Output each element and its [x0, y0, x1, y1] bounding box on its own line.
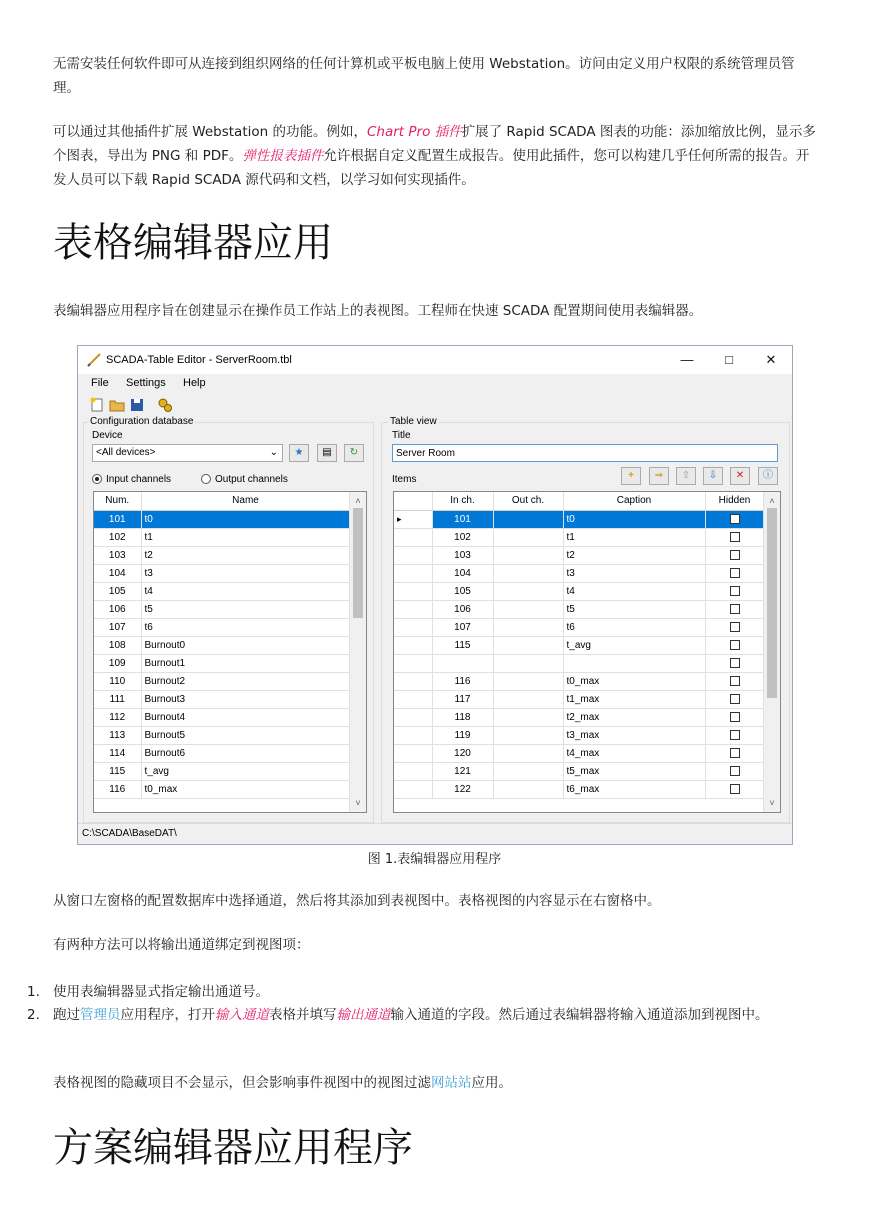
channel-num: 104: [94, 564, 141, 582]
hidden-cell[interactable]: [705, 564, 764, 582]
channel-num: 102: [94, 528, 141, 546]
hidden-cell[interactable]: [705, 582, 764, 600]
status-bar: [78, 823, 792, 844]
item-row[interactable]: [394, 636, 764, 654]
save-icon[interactable]: [129, 397, 145, 413]
hidden-cell[interactable]: [705, 546, 764, 564]
items-scroll-up-icon[interactable]: ˄: [769, 496, 775, 506]
scroll-down-icon[interactable]: ˅: [355, 798, 361, 808]
move-down-button[interactable]: [703, 467, 723, 485]
in-ch-cell[interactable]: 103: [432, 546, 493, 564]
scroll-thumb[interactable]: [353, 508, 363, 618]
menu-help[interactable]: Help: [183, 377, 206, 389]
in-ch-cell[interactable]: 115: [432, 636, 493, 654]
list-item-2-text-a: 跑过: [53, 1007, 80, 1023]
device-label: Device: [92, 430, 123, 441]
row-header-cell[interactable]: [394, 636, 432, 654]
hidden-column-header[interactable]: Hidden: [705, 492, 764, 510]
in-ch-cell[interactable]: 122: [432, 780, 493, 798]
refresh-icon: ↻: [349, 447, 359, 458]
hidden-checkbox[interactable]: [730, 712, 740, 722]
channel-num: 108: [94, 636, 141, 654]
device-select-value: <All devices>: [96, 447, 156, 458]
channels-scrollbar[interactable]: [349, 492, 366, 812]
minimize-button[interactable]: —: [680, 352, 694, 367]
arrow-down-icon: ⇩: [708, 470, 718, 481]
channel-row[interactable]: [94, 726, 350, 744]
channel-num: 107: [94, 618, 141, 636]
row-header-cell[interactable]: [394, 600, 432, 618]
hidden-checkbox[interactable]: [730, 532, 740, 542]
refresh-button[interactable]: [344, 444, 364, 462]
channel-num: 115: [94, 762, 141, 780]
list-number-1: 1.: [27, 984, 40, 1000]
hidden-cell[interactable]: [705, 510, 764, 528]
num-column-header[interactable]: Num.: [94, 492, 141, 510]
hidden-cell[interactable]: [705, 744, 764, 762]
in-ch-cell[interactable]: 120: [432, 744, 493, 762]
out-ch-cell[interactable]: [493, 762, 563, 780]
output-channels-radio[interactable]: [201, 474, 288, 485]
list-item-1: [53, 980, 821, 1004]
channel-name: t5: [141, 600, 350, 618]
plugins-text-a: 可以通过其他插件扩展 Webstation 的功能。例如，: [53, 124, 367, 140]
channel-name: t4: [141, 582, 350, 600]
row-header-cell[interactable]: [394, 726, 432, 744]
hidden-cell[interactable]: [705, 636, 764, 654]
device-select[interactable]: [92, 444, 283, 462]
figure-caption: 图 1.表编辑器应用程序: [367, 852, 502, 867]
plus-icon: +: [628, 470, 634, 481]
channel-row[interactable]: [94, 510, 350, 528]
out-ch-cell[interactable]: [493, 654, 563, 672]
hidden-items-paragraph: [53, 1071, 821, 1095]
item-row[interactable]: [394, 564, 764, 582]
table-editor-heading: 表格编辑器应用: [53, 220, 333, 266]
channel-name: t0: [141, 510, 350, 528]
in-ch-cell[interactable]: 116: [432, 672, 493, 690]
channel-num: 110: [94, 672, 141, 690]
caption-cell[interactable]: t3_max: [563, 726, 705, 744]
caption-cell[interactable]: t6_max: [563, 780, 705, 798]
out-ch-cell[interactable]: [493, 744, 563, 762]
out-ch-cell[interactable]: [493, 672, 563, 690]
arrow-up-icon: ⇧: [681, 470, 691, 481]
channel-name: t6: [141, 618, 350, 636]
hidden-checkbox[interactable]: [730, 586, 740, 596]
caption-cell[interactable]: t4_max: [563, 744, 705, 762]
new-file-icon[interactable]: [89, 397, 105, 413]
hidden-checkbox[interactable]: [730, 676, 740, 686]
channels-text: 从窗口左窗格的配置数据库中选择通道，然后将其添加到表视图中。表格视图的内容显示在右窗格中。: [53, 893, 661, 909]
in-ch-cell[interactable]: [432, 654, 493, 672]
row-header-cell[interactable]: [394, 528, 432, 546]
channel-name: Burnout1: [141, 654, 350, 672]
channel-row[interactable]: [94, 690, 350, 708]
channel-row[interactable]: [94, 672, 350, 690]
in-ch-cell[interactable]: 102: [432, 528, 493, 546]
channel-num: 103: [94, 546, 141, 564]
in-ch-cell[interactable]: 101: [432, 510, 493, 528]
select-device-button[interactable]: [317, 444, 337, 462]
in-ch-cell[interactable]: 105: [432, 582, 493, 600]
output-channels-link[interactable]: 输出通道: [336, 1007, 391, 1023]
input-channels-radio[interactable]: [92, 474, 171, 485]
caption-cell[interactable]: t1_max: [563, 690, 705, 708]
items-scroll-thumb[interactable]: [767, 508, 777, 698]
row-header-cell[interactable]: [394, 582, 432, 600]
channel-row[interactable]: [94, 654, 350, 672]
out-ch-cell[interactable]: [493, 582, 563, 600]
window-titlebar: [78, 346, 792, 374]
hidden-checkbox[interactable]: [730, 694, 740, 704]
hidden-cell[interactable]: [705, 528, 764, 546]
intro-paragraph: [53, 52, 821, 100]
item-row[interactable]: [394, 528, 764, 546]
item-row[interactable]: [394, 600, 764, 618]
out-ch-cell[interactable]: [493, 618, 563, 636]
hidden-checkbox[interactable]: [730, 604, 740, 614]
channel-name: Burnout0: [141, 636, 350, 654]
channel-name: t1: [141, 528, 350, 546]
out-ch-cell[interactable]: [493, 528, 563, 546]
in-ch-cell[interactable]: 107: [432, 618, 493, 636]
channel-num: 113: [94, 726, 141, 744]
caption-cell[interactable]: [563, 654, 705, 672]
out-ch-cell[interactable]: [493, 636, 563, 654]
row-header-cell[interactable]: [394, 780, 432, 798]
channel-name: t0_max: [141, 780, 350, 798]
hidden-checkbox[interactable]: [730, 784, 740, 794]
channel-num: 105: [94, 582, 141, 600]
items-scroll-down-icon[interactable]: ˅: [769, 798, 775, 808]
channel-row[interactable]: [94, 600, 350, 618]
item-row[interactable]: [394, 780, 764, 798]
item-row[interactable]: [394, 546, 764, 564]
hidden-checkbox[interactable]: [730, 622, 740, 632]
hidden-items-text-a: 表格视图的隐藏项目不会显示，但会影响事件视图中的视图过滤: [53, 1075, 431, 1091]
row-header-cell[interactable]: [394, 690, 432, 708]
caption-cell[interactable]: t5: [563, 600, 705, 618]
in-ch-cell[interactable]: 104: [432, 564, 493, 582]
channel-num: 109: [94, 654, 141, 672]
out-ch-cell[interactable]: [493, 690, 563, 708]
input-channels-label: Input channels: [106, 474, 172, 485]
hidden-checkbox[interactable]: [730, 658, 740, 668]
out-ch-cell[interactable]: [493, 708, 563, 726]
table-editor-text: 表编辑器应用程序旨在创建显示在操作员工作站上的表视图。工程师在快速 SCADA 配置期间使用表编辑器。: [53, 303, 703, 319]
hidden-checkbox[interactable]: [730, 568, 740, 578]
channel-row[interactable]: [94, 528, 350, 546]
intro-text: 无需安装任何软件即可从连接到组织网络的任何计算机或平板电脑上使用 Webstation。访问由定义用户权限的系统管理员管理。: [53, 56, 795, 96]
out-ch-cell[interactable]: [493, 726, 563, 744]
device-icon: ▤: [322, 447, 332, 458]
out-ch-cell[interactable]: [493, 780, 563, 798]
channel-row[interactable]: [94, 708, 350, 726]
table-editor-window: [77, 345, 793, 845]
items-label: Items: [392, 474, 417, 485]
filter-icon: ★: [294, 447, 304, 458]
item-row[interactable]: [394, 618, 764, 636]
info-icon: ⓘ: [763, 470, 773, 481]
in-ch-cell[interactable]: 119: [432, 726, 493, 744]
delete-icon: ✕: [735, 470, 745, 481]
list-item-2: [53, 1003, 821, 1027]
channel-row[interactable]: [94, 618, 350, 636]
plugins-paragraph: [53, 120, 821, 192]
channel-num: 106: [94, 600, 141, 618]
chevron-down-icon: ⌄: [269, 447, 278, 458]
title-label: Title: [392, 430, 411, 441]
channels-grid: [93, 491, 367, 813]
in-ch-cell[interactable]: 121: [432, 762, 493, 780]
open-folder-icon[interactable]: [109, 397, 125, 413]
config-db-label: Configuration database: [90, 416, 194, 427]
item-row[interactable]: [394, 672, 764, 690]
channel-row[interactable]: [94, 582, 350, 600]
delete-item-button[interactable]: [730, 467, 750, 485]
in-ch-cell[interactable]: 106: [432, 600, 493, 618]
hidden-cell[interactable]: [705, 708, 764, 726]
row-header-cell[interactable]: [394, 654, 432, 672]
window-title: SCADA-Table Editor - ServerRoom.tbl: [106, 354, 292, 366]
caption-cell[interactable]: t2_max: [563, 708, 705, 726]
channel-row[interactable]: [94, 762, 350, 780]
binding-text: 有两种方法可以将输出通道绑定到视图项：: [53, 937, 310, 953]
input-channels-link[interactable]: 输入通道: [215, 1007, 269, 1023]
hidden-cell[interactable]: [705, 690, 764, 708]
caption-cell[interactable]: t6: [563, 618, 705, 636]
item-row[interactable]: [394, 654, 764, 672]
hidden-checkbox[interactable]: [730, 748, 740, 758]
channel-name: Burnout2: [141, 672, 350, 690]
item-row[interactable]: [394, 510, 764, 528]
channels-paragraph: [53, 889, 821, 913]
caption-cell[interactable]: t_avg: [563, 636, 705, 654]
table-view-label: Table view: [390, 416, 437, 427]
title-input[interactable]: [392, 444, 778, 462]
menu-bar: [78, 374, 792, 394]
row-header-cell[interactable]: [394, 618, 432, 636]
hidden-items-text-b: 应用。: [471, 1075, 512, 1091]
settings-gears-icon[interactable]: [157, 397, 173, 413]
in-ch-column-header[interactable]: In ch.: [432, 492, 493, 510]
in-ch-cell[interactable]: 118: [432, 708, 493, 726]
hidden-cell[interactable]: [705, 672, 764, 690]
filter-button[interactable]: [289, 444, 309, 462]
channel-name: Burnout3: [141, 690, 350, 708]
channel-name: Burnout5: [141, 726, 350, 744]
caption-cell[interactable]: t1: [563, 528, 705, 546]
add-row-icon: ⇒: [654, 470, 664, 481]
list-item-2-text-b: 应用程序，打开: [120, 1007, 215, 1023]
chart-pro-link[interactable]: Chart Pro 插件: [366, 124, 462, 140]
hidden-cell[interactable]: [705, 618, 764, 636]
hidden-checkbox[interactable]: [730, 514, 740, 524]
channels-table: [94, 492, 351, 799]
channel-num: 112: [94, 708, 141, 726]
name-column-header[interactable]: Name: [141, 492, 350, 510]
maximize-button[interactable]: □: [725, 352, 733, 367]
hidden-cell[interactable]: [705, 726, 764, 744]
toolbar: [78, 394, 792, 416]
caption-cell[interactable]: t0_max: [563, 672, 705, 690]
out-ch-cell[interactable]: [493, 564, 563, 582]
out-ch-column-header[interactable]: Out ch.: [493, 492, 563, 510]
caption-cell[interactable]: t4: [563, 582, 705, 600]
channel-name: t2: [141, 546, 350, 564]
hidden-cell[interactable]: [705, 600, 764, 618]
binding-paragraph: [53, 933, 821, 957]
channel-name: Burnout4: [141, 708, 350, 726]
status-path: C:\SCADA\BaseDAT\: [82, 828, 177, 839]
row-header-cell[interactable]: [394, 762, 432, 780]
channel-row[interactable]: [94, 780, 350, 798]
row-header-cell[interactable]: [394, 564, 432, 582]
menu-file[interactable]: File: [91, 377, 109, 389]
channel-name: t3: [141, 564, 350, 582]
pencil-icon: [86, 352, 102, 368]
caption-cell[interactable]: t5_max: [563, 762, 705, 780]
row-header-cell[interactable]: [394, 672, 432, 690]
plugins-text-b: 扩展了 Rapid SCADA 图表的功能：添加缩放比例，显示多个图表，导出为 PNG 和 PDF。: [53, 124, 816, 164]
scheme-editor-heading: 方案编辑器应用程序: [53, 1125, 413, 1171]
item-row[interactable]: [394, 726, 764, 744]
caption-cell[interactable]: t3: [563, 564, 705, 582]
channel-row[interactable]: [94, 564, 350, 582]
info-button[interactable]: [758, 467, 778, 485]
hidden-checkbox[interactable]: [730, 550, 740, 560]
out-ch-cell[interactable]: [493, 600, 563, 618]
hidden-cell[interactable]: [705, 762, 764, 780]
caption-cell[interactable]: t2: [563, 546, 705, 564]
channel-name: t_avg: [141, 762, 350, 780]
item-row[interactable]: [394, 582, 764, 600]
caption-column-header[interactable]: Caption: [563, 492, 705, 510]
close-window-button[interactable]: ✕: [765, 352, 777, 367]
items-scrollbar[interactable]: [763, 492, 780, 812]
hidden-checkbox[interactable]: [730, 640, 740, 650]
channel-num: 116: [94, 780, 141, 798]
channel-row[interactable]: [94, 744, 350, 762]
channel-num: 114: [94, 744, 141, 762]
row-header-cell[interactable]: [394, 708, 432, 726]
row-header-cell[interactable]: ▸: [394, 510, 432, 528]
items-table: [394, 492, 765, 799]
hidden-cell[interactable]: [705, 780, 764, 798]
caption-cell[interactable]: t0: [563, 510, 705, 528]
out-ch-cell[interactable]: [493, 546, 563, 564]
menu-settings[interactable]: Settings: [126, 377, 166, 389]
scroll-up-icon[interactable]: ˄: [355, 496, 361, 506]
administrator-link[interactable]: 管理员: [80, 1007, 121, 1023]
items-grid: [393, 491, 781, 813]
webstation-link[interactable]: 网站站: [431, 1075, 472, 1091]
table-editor-paragraph: [53, 299, 821, 323]
list-number-2: 2.: [27, 1007, 40, 1023]
item-row[interactable]: [394, 762, 764, 780]
list-item-2-text-c: 表格并填写: [269, 1007, 337, 1023]
hidden-checkbox[interactable]: [730, 766, 740, 776]
add-item-button[interactable]: [621, 467, 641, 485]
row-header-cell[interactable]: [394, 744, 432, 762]
out-ch-cell[interactable]: [493, 510, 563, 528]
channel-name: Burnout6: [141, 744, 350, 762]
hidden-cell[interactable]: [705, 654, 764, 672]
plugins-text-c: 允许根据自定义配置生成报告。使用此插件，您可以构建几乎任何所需的报告。开发人员可以下载 Rapid SCADA 源代码和文档，以学习如何实现插件。: [53, 148, 810, 188]
list-item-2-text-d: 输入通道的字段。然后通过表编辑器将输入通道添加到视图中。: [390, 1007, 769, 1023]
list-item-1-text: 使用表编辑器显式指定输出通道号。: [53, 984, 269, 1000]
add-empty-item-button[interactable]: [649, 467, 669, 485]
row-header-column: [394, 492, 432, 510]
radio-unselected-icon: [201, 474, 211, 484]
item-row[interactable]: [394, 708, 764, 726]
item-row[interactable]: [394, 690, 764, 708]
move-up-button[interactable]: [676, 467, 696, 485]
channel-row[interactable]: [94, 636, 350, 654]
radio-selected-icon: [92, 474, 102, 484]
row-header-cell[interactable]: [394, 546, 432, 564]
channel-num: 111: [94, 690, 141, 708]
hidden-checkbox[interactable]: [730, 730, 740, 740]
channel-num: 101: [94, 510, 141, 528]
output-channels-label: Output channels: [215, 474, 288, 485]
item-row[interactable]: [394, 744, 764, 762]
in-ch-cell[interactable]: 117: [432, 690, 493, 708]
elastic-report-link[interactable]: 弹性报表插件: [242, 148, 324, 164]
channel-row[interactable]: [94, 546, 350, 564]
